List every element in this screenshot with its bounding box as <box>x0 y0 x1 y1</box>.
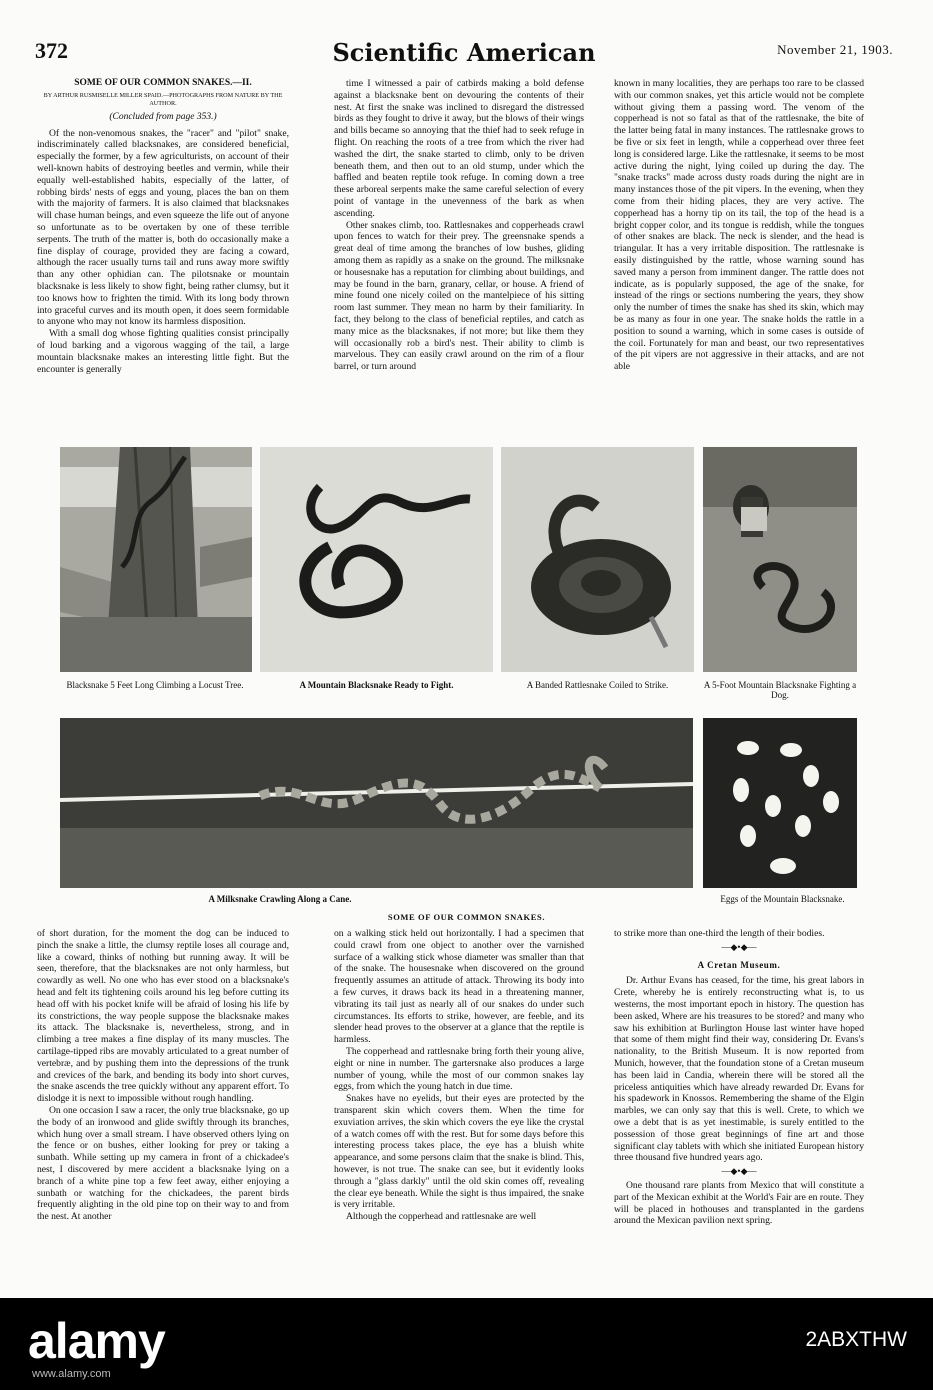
concluded-note: (Concluded from page 353.) <box>109 111 217 122</box>
masthead <box>35 38 893 68</box>
byline: BY ARTHUR RUSMISELLE MILLER SPAID.—PHOTOGRAPHS FROM NATURE BY THE AUTHOR. <box>43 91 283 107</box>
photo-snake-fighting-dog <box>703 447 857 672</box>
divider-ornament: —◆•◆— <box>721 941 757 952</box>
image-id: 2ABXTHW <box>805 1328 907 1351</box>
caption-eggs: Eggs of the Mountain Blacksnake. <box>720 894 845 904</box>
paragraph: Dr. Arthur Evans has ceased, for the time, his great labors in Crete, whereby he is entirely reconstructing what is, to us westerns, the most important epoch in history. The question has been asked, Where are his treasures to be stored? and many who saw his exhibition at Burlington House last winter have hoped that some of them might find their way, considering Dr. Evans's nationality, to the British Museum. It is now reported from Munich, however, that the foundation stone of a Cretan museum has been laid in Candia, wherein there will be stored all the priceless antiquities which have already rewarded Dr. Evans for his spadework in Knossos. Remembering the shame of the Elgin marbles, we can only say that this is well. Crete, to which we owe a debt that is as yet inestimable, is surely entitled to the possession of those great beginnings of fine art and those significant clay tablets with which she initiated European history three thousand five hundred years ago. <box>614 975 864 1164</box>
paragraph: On one occasion I saw a racer, the only true blacksnake, go up the body of an ironwood and glide swiftly through its branches, which hung over a small stream. I have observed others lying on the fence or on bushes, either looking for prey or taking a sunbath. While setting up my camera in front of a chickadee's nest, I discovered by mere accident a blacksnake lying on a branch of a white pine top a few feet away, either enjoying a sunbath or watching for the chickadees, the parent birds frequently alighting in the old pine top on their way to and from the nest. At another <box>37 1104 289 1223</box>
divider-ornament: —◆•◆— <box>721 1166 757 1177</box>
paragraph: Although the copperhead and rattlesnake are well <box>346 1211 537 1223</box>
stock-watermark-bar <box>0 1298 933 1390</box>
column-3 <box>614 78 864 436</box>
photo-mountain-blacksnake <box>260 447 493 672</box>
photo-banded-rattlesnake <box>501 447 694 672</box>
page-number: 372 <box>35 38 68 63</box>
paragraph: Other snakes climb, too. Rattlesnakes and copperheads crawl upon fences to watch for their prey. The greensnake spends a great deal of time among the branches of low bushes, gliding among them as rapidly as a snake on the ground. The milksnake or housesnake has a reputation for climbing about buildings, and may be found in the barn, granary, cellar, or house. A friend of mine found one nicely coiled on the mantelpiece of his sitting room last summer. They mean no harm by their familiarity. In fact, they belong to the class of beneficial reptiles, and catch as many mice as the blacksnakes, if not more; but like them they will occasionally rob a bird's nest. Their ability to climb is marvelous. They can easily crawl around on the rim of a flour barrel, or turn around <box>334 219 584 373</box>
photo-blacksnake-tree <box>60 447 252 672</box>
paragraph: Of the non-venomous snakes, the "racer" and "pilot" snake, indiscriminately called blacksnakes, are considered beneficial, especially the former, by a few agriculturists, on account of their well-known habits of destroying beetles and vermin, while their equally well-established habits, especially of the latter, of robbing birds' nests of eggs and young, places the ban on them with the majority of farmers. It is also claimed that blacksnakes will chase human beings, and even squeeze the life out of anyone so unfortunate as to be overtaken by one of these terrible serpents. The truth of the matter is, both do occasionally make a fine display of courage, provided they are facing a coward, although the racer usually turns tail and runs away more swiftly than any other ophidian can. The pilotsnake or mountain blacksnake is less likely to show fight, being rather clumsy, but it too knows how to frighten the timid. With its long body thrown into graceful curves and its mouth open, it does seem formidable to anyone who may not know its harmless disposition. <box>37 127 289 328</box>
paragraph: on a walking stick held out horizontally. I had a specimen that could crawl from one object to another over the varnished surface of a walking stick whose diameter was smaller than that of the snake. The housesnake when discovered on the ground frequently assumes an attitude of attack. Throwing its body into a few curves, it draws back its head in a threatening manner, vibrating its tail just as nearly all of our snakes do under such circumstances. Its efforts to strike, however, are feeble, and its slender head proves to the observer at a glance that the reptile is harmless. <box>334 928 584 1046</box>
photo-milksnake-cane <box>60 718 693 888</box>
watermark-url: www.alamy.com <box>32 1368 111 1380</box>
paragraph: time I witnessed a pair of catbirds making a bold defense against a blacksnake bent on devouring the contents of their nest. At first the snake was inclined to disregard the distressed birds as they fought to drive it away, but the blows of their wings and bills became so annoying that the thief had to seek refuge in flight. On reaching the roots of a tree from which the river had washed the dirt, the snake started to climb, only to be driven beneath them, and then out to an old stump, under which the baffled and beaten reptile took refuge. In coming down a tree these arboreal serpents make the same careful selection of every point of vantage in the unevenness of the bark as when ascending. <box>334 78 584 219</box>
column-1 <box>37 78 289 436</box>
caption-dog: A 5-Foot Mountain Blacksnake Fighting a Dog. <box>703 680 857 700</box>
column-6 <box>614 928 864 1283</box>
caption-rattlesnake: A Banded Rattlesnake Coiled to Strike. <box>526 680 669 690</box>
alamy-logo: alamy <box>28 1313 165 1369</box>
publication-title: Scientific American <box>332 38 596 67</box>
column-5 <box>334 928 584 1283</box>
article-title: SOME OF OUR COMMON SNAKES.—II. <box>74 78 252 88</box>
photo-snake-eggs <box>703 718 857 888</box>
figure-group-title: SOME OF OUR COMMON SNAKES. <box>387 912 546 922</box>
column-4 <box>37 928 289 1283</box>
paragraph: Snakes have no eyelids, but their eyes are protected by the transparent skin which covers them. When the time for exuviation arrives, the skin which covers the eye like the crystal of a watch comes off with the rest. But for some days before this interesting process takes place, the eye has a bluish white appearance, and some persons claim that the snake is blind. This, however, is not true. The snake can see, but it evidently looks through a "glass darkly" until the old skin comes off, revealing the clear eye beneath. While the sight is thus impaired, the snake is very irritable. <box>334 1093 584 1211</box>
column-2 <box>334 78 584 436</box>
caption-tree: Blacksnake 5 Feet Long Climbing a Locust Tree. <box>66 680 244 690</box>
paragraph: The copperhead and rattlesnake bring forth their young alive, eight or nine in number. The gartersnake also produces a large number of young, while the most of our common snakes lay eggs, from which the young hatch in due time. <box>334 1045 584 1093</box>
issue-date: November 21, 1903. <box>777 42 893 57</box>
paragraph: One thousand rare plants from Mexico that will constitute a part of the Mexican exhibit at the World's Fair are en route. They will be placed in hothouses and transplanted in the gardens around the Mexican pavilion next spring. <box>614 1179 864 1227</box>
paragraph: of short duration, for the moment the dog can be induced to pinch the snake a little, the clumsy reptile loses all courage and, like a coward, thinks of nothing but running away. It will be seen, therefore, that the blacksnakes are not only harmless, but cowardly as well. No one who has ever stood on a blacksnake's head and felt its tightening coils around his leg before cutting its head off with his pocket knife will be afraid of losing his life by its constrictions, the way people suppose the blacksnake makes its attack. The blacksnake is, nevertheless, strong, and in climbing a tree makes a fine display of its many muscles. The cartilage-tipped ribs are movably articulated to a great number of vertebræ, and by pushing them into the depressions of the trunk and crevices of the bark, and bending its body into short curves, the snake ascends the tree quickly without any apparent effort. To dislodge it is next to impossible without rough handling. <box>37 928 289 1105</box>
paragraph: to strike more than one-third the length of their bodies. <box>614 928 825 939</box>
paragraph: With a small dog whose fighting qualities consist principally of loud barking and a vigorous wagging of the tail, a large mountain blacksnake makes an interesting little fight. But the encounter is generally <box>37 328 289 375</box>
caption-milksnake: A Milksnake Crawling Along a Cane. <box>208 894 352 904</box>
cretan-museum-heading: A Cretan Museum. <box>697 959 781 970</box>
caption-mountain: A Mountain Blacksnake Ready to Fight. <box>299 680 454 690</box>
paragraph: known in many localities, they are perhaps too rare to be classed with our common snakes, yet this article would not be complete without giving them a passing word. The venom of the copperhead is not so fatal as that of the rattlesnake, the bite of the latter being fatal in many instances. The rattlesnake grows to be five or six feet in length, while a copperhead over three feet long is considered large. Like the rattlesnake, it seems to be most active during the night, lying coiled up during the day. The "snake tracks" made across dusty roads during the night are in many instances those of the pit vipers. In the evening, when they come from their hiding places, they are very active. The copperhead has a horny tip on its tail, the top of the head is a bright copper color, and its tongue is reddish, while the tongues of other snakes are black. The neck is slender, and the head is triangular. It has a very irritable disposition. The rattlesnake is easily distinguished by the rattle, whose warning sound has saved many a person from imminent danger. The rattle does not indicate, as is popularly supposed, the age of the snake, for instead of the rings or sections numbering the years, they show only the number of times the snake has shed its skin, which may be as many as four in one year. The snake holds the rattle in a position to sound a warning, which in some cases is outside of the coil. Fortunately for man and beast, our two representatives of the pit vipers are not aggressive in their attacks, and are not able <box>614 78 864 373</box>
